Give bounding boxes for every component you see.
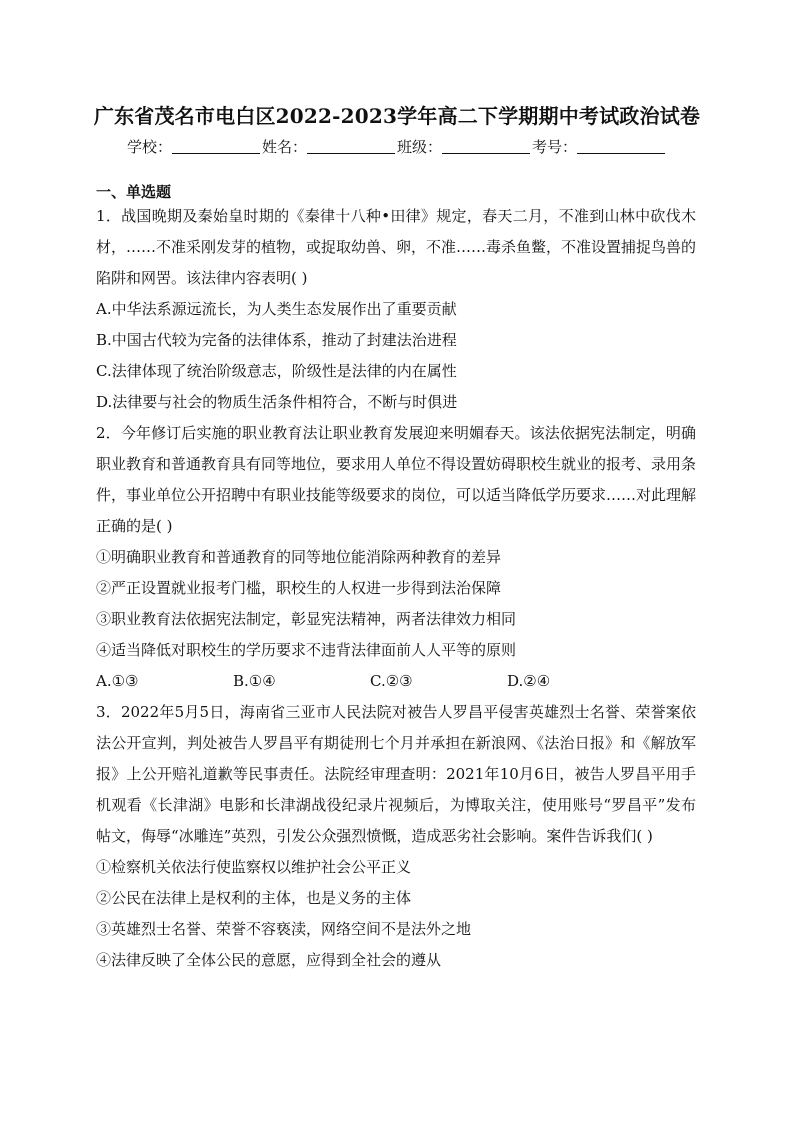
question-3-item-4: ④法律反映了全体公民的意愿，应得到全社会的遵从 — [96, 951, 442, 969]
question-2-choice-a: A.①③ — [96, 672, 139, 690]
page-title: 广东省茂名市电白区2022-2023学年高二下学期期中考试政治试卷 — [93, 104, 701, 128]
question-2-stem: 2．今年修订后实施的职业教育法让职业教育发展迎来明媚春天。该法依据宪法制定，明确职业教育和普通教育具有同等地位，要求用人单位不得设置妨碍职校生就业的报考、录用条件，事业单位公开招聘中有职业技能等级要求的岗位，可以适当降低学历要求……对此理解正确的是( ) — [96, 424, 697, 535]
question-1-option-b: B.中国古代较为完备的法律体系，推动了封建法治进程 — [96, 331, 457, 349]
name-label: 姓名： — [261, 138, 307, 156]
school-label: 学校： — [126, 138, 172, 156]
question-3-item-2: ②公民在法律上是权利的主体，也是义务的主体 — [96, 889, 412, 907]
exam-number-blank[interactable] — [577, 139, 665, 154]
question-3-item-3: ③英雄烈士名誉、荣誉不容亵渎，网络空间不是法外之地 — [96, 920, 472, 938]
name-blank[interactable] — [307, 139, 395, 154]
exam-number-label: 考号： — [532, 138, 578, 156]
question-2-choices — [96, 666, 696, 697]
school-blank[interactable] — [172, 139, 260, 154]
question-3-item-1: ①检察机关依法行使监察权以维护社会公平正义 — [96, 858, 412, 876]
question-1-option-c: C.法律体现了统治阶级意志，阶级性是法律的内在属性 — [96, 362, 457, 380]
questions — [96, 201, 696, 976]
question-1-option-a: A.中华法系源远流长，为人类生态发展作出了重要贡献 — [96, 300, 457, 318]
class-label: 班级： — [397, 138, 443, 156]
question-1-stem: 1．战国晚期及秦始皇时期的《秦律十八种•田律》规定，春天二月，不准到山林中砍伐木材，……不准采刚发芽的植物，或捉取幼兽、卵，不准……毒杀鱼鳖，不准设置捕捉鸟兽的陷阱和网罟。该法律内容表明( ) — [96, 207, 697, 287]
section-heading: 一、单选题 — [96, 183, 172, 201]
question-2-choice-d: D.②④ — [507, 672, 551, 690]
question-2-item-3: ③职业教育法依据宪法制定，彰显宪法精神，两者法律效力相同 — [96, 610, 517, 628]
student-info-line — [0, 136, 794, 157]
question-2-item-2: ②严正设置就业报考门槛，职校生的人权进一步得到法治保障 — [96, 579, 502, 597]
question-2-item-4: ④适当降低对职校生的学历要求不违背法律面前人人平等的原则 — [96, 641, 517, 659]
question-3-stem: 3．2022年5月5日，海南省三亚市人民法院对被告人罗昌平侵害英雄烈士名誉、荣誉案依法公开宣判，判处被告人罗昌平有期徒刑七个月并承担在新浪网、《法治日报》和《解放军报》上公开赔礼道歉等民事责任。法院经审理查明：2021年10月6日，被告人罗昌平用手机观看《长津湖》电影和长津湖战役纪录片视频后，为博取关注，使用账号“罗昌平”发布帖文，侮辱“冰雕连”英烈，引发公众强烈愤慨，造成恶劣社会影响。案件告诉我们( ) — [96, 703, 696, 845]
question-2-choice-c: C.②③ — [370, 672, 413, 690]
question-1-option-d: D.法律要与社会的物质生活条件相符合，不断与时俱进 — [96, 393, 458, 411]
question-2-item-1: ①明确职业教育和普通教育的同等地位能消除两种教育的差异 — [96, 548, 502, 566]
class-blank[interactable] — [442, 139, 530, 154]
question-2-choice-b: B.①④ — [233, 672, 276, 690]
